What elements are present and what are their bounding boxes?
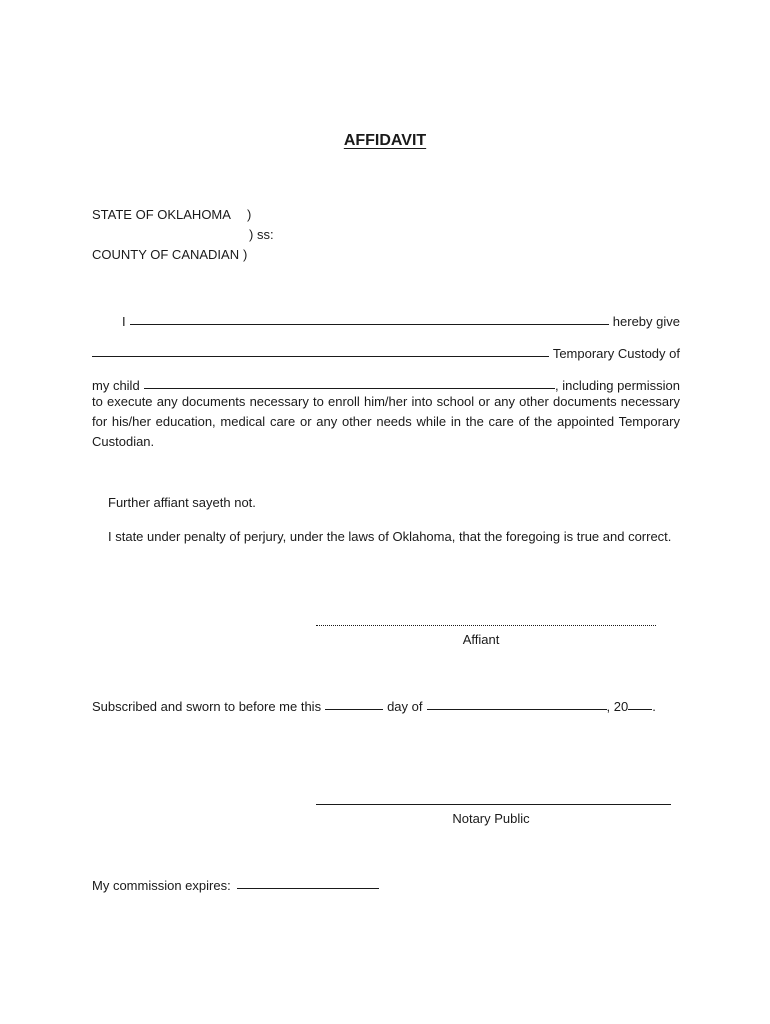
grantor-prefix: I (122, 314, 126, 329)
venue-county: COUNTY OF CANADIAN (92, 247, 240, 262)
grant-body: to execute any documents necessary to enroll him/her into school or any other documents necessary for his/her education, medical care or any other needs while in the care of the appointed Temporary Custodian. (92, 394, 680, 449)
custodian-line (92, 341, 680, 361)
temporary-custody-text: Temporary Custody of (552, 346, 680, 361)
notary-public-label: Notary Public (452, 811, 530, 826)
subscribed-prefix: Subscribed and sworn to before me this (92, 699, 322, 714)
hereby-give-text: hereby give (612, 314, 680, 329)
including-permission-text: , including permission (554, 378, 680, 393)
child-line (92, 373, 680, 393)
affiant-signature-line[interactable] (316, 625, 656, 626)
further-affiant-text: Further affiant sayeth not. (108, 495, 256, 510)
subscribed-period: . (652, 699, 656, 714)
commission-date-blank[interactable] (237, 887, 379, 889)
child-name-blank[interactable] (144, 387, 555, 389)
day-of-text: day of (387, 699, 423, 714)
venue-paren-1: ) (247, 207, 252, 222)
my-child-text: my child (92, 378, 140, 393)
commission-line (92, 873, 392, 893)
venue-paren-2: ) (243, 247, 248, 262)
commission-expires-text: My commission expires: (92, 878, 231, 893)
year-blank[interactable] (628, 708, 652, 710)
notary-signature-line[interactable] (316, 804, 671, 805)
year-prefix-text: , 20 (606, 699, 629, 714)
document-title: AFFIDAVIT (343, 132, 427, 149)
venue-state: STATE OF OKLAHOMA (92, 207, 231, 222)
perjury-statement: I state under penalty of perjury, under the laws of Oklahoma, that the foregoing is true and correct. (108, 529, 672, 544)
grantor-name-blank[interactable] (130, 323, 609, 325)
venue-ss: ) ss: (249, 227, 274, 242)
custodian-name-blank[interactable] (92, 355, 549, 357)
affiant-label: Affiant (462, 632, 500, 647)
day-blank[interactable] (325, 708, 383, 710)
grantor-line (122, 309, 680, 329)
month-blank[interactable] (427, 708, 607, 710)
subscribed-line (92, 694, 692, 714)
